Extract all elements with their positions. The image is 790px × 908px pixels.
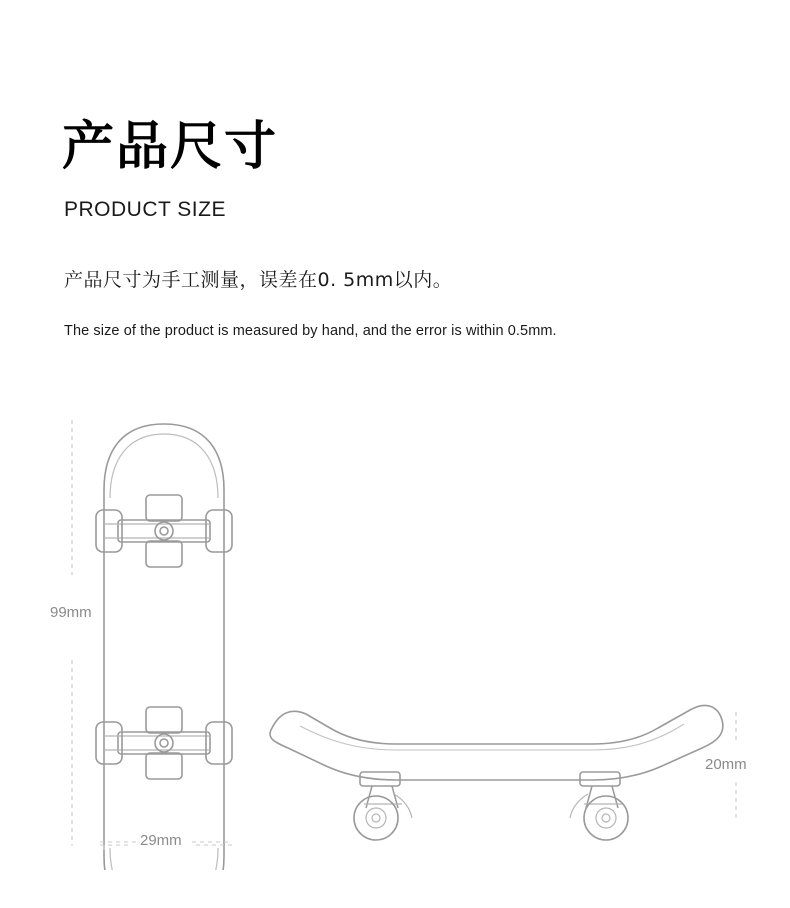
dimension-label-width: 29mm (140, 832, 182, 849)
side-truck-right (570, 772, 628, 840)
page-title-cn: 产品尺寸 (62, 117, 279, 177)
side-right-wheel-bearing (602, 814, 610, 822)
side-deck-concave (300, 724, 684, 750)
measurement-note-en: The size of the product is measured by hand, and the error is within 0.5mm. (64, 323, 557, 339)
dimension-label-length: 99mm (50, 604, 92, 621)
dimension-diagram (0, 390, 790, 870)
nose-contour (110, 434, 218, 498)
truck-rear (96, 707, 232, 779)
rear-baseplate-top (146, 707, 182, 733)
deck-outline (104, 424, 224, 870)
skateboard-top-view (96, 424, 232, 870)
front-kingpin-outer (155, 522, 173, 540)
side-right-wheel-hub (596, 808, 616, 828)
page-title-en: PRODUCT SIZE (64, 198, 226, 221)
front-kingpin-inner (160, 527, 168, 535)
tail-contour (110, 848, 218, 870)
side-truck-left (354, 772, 412, 840)
side-left-wheel (354, 796, 398, 840)
front-hanger (118, 520, 210, 542)
front-baseplate-bottom (146, 541, 182, 567)
front-baseplate-top (146, 495, 182, 521)
side-left-wheel-bearing (372, 814, 380, 822)
side-right-truck-detail (570, 794, 588, 818)
rear-kingpin-inner (160, 739, 168, 747)
side-right-wheel (584, 796, 628, 840)
rear-hanger (118, 732, 210, 754)
side-deck-outline (270, 705, 723, 780)
side-left-wheel-hub (366, 808, 386, 828)
diagram-svg (0, 390, 790, 870)
dimension-label-thickness: 20mm (705, 756, 747, 773)
dimension-guides-top (72, 420, 232, 850)
rear-kingpin-outer (155, 734, 173, 752)
skateboard-side-view (270, 705, 723, 840)
rear-baseplate-bottom (146, 753, 182, 779)
truck-front (96, 495, 232, 567)
measurement-note-cn: 产品尺寸为手工测量，误差在0. 5mm以内。 (64, 269, 453, 291)
